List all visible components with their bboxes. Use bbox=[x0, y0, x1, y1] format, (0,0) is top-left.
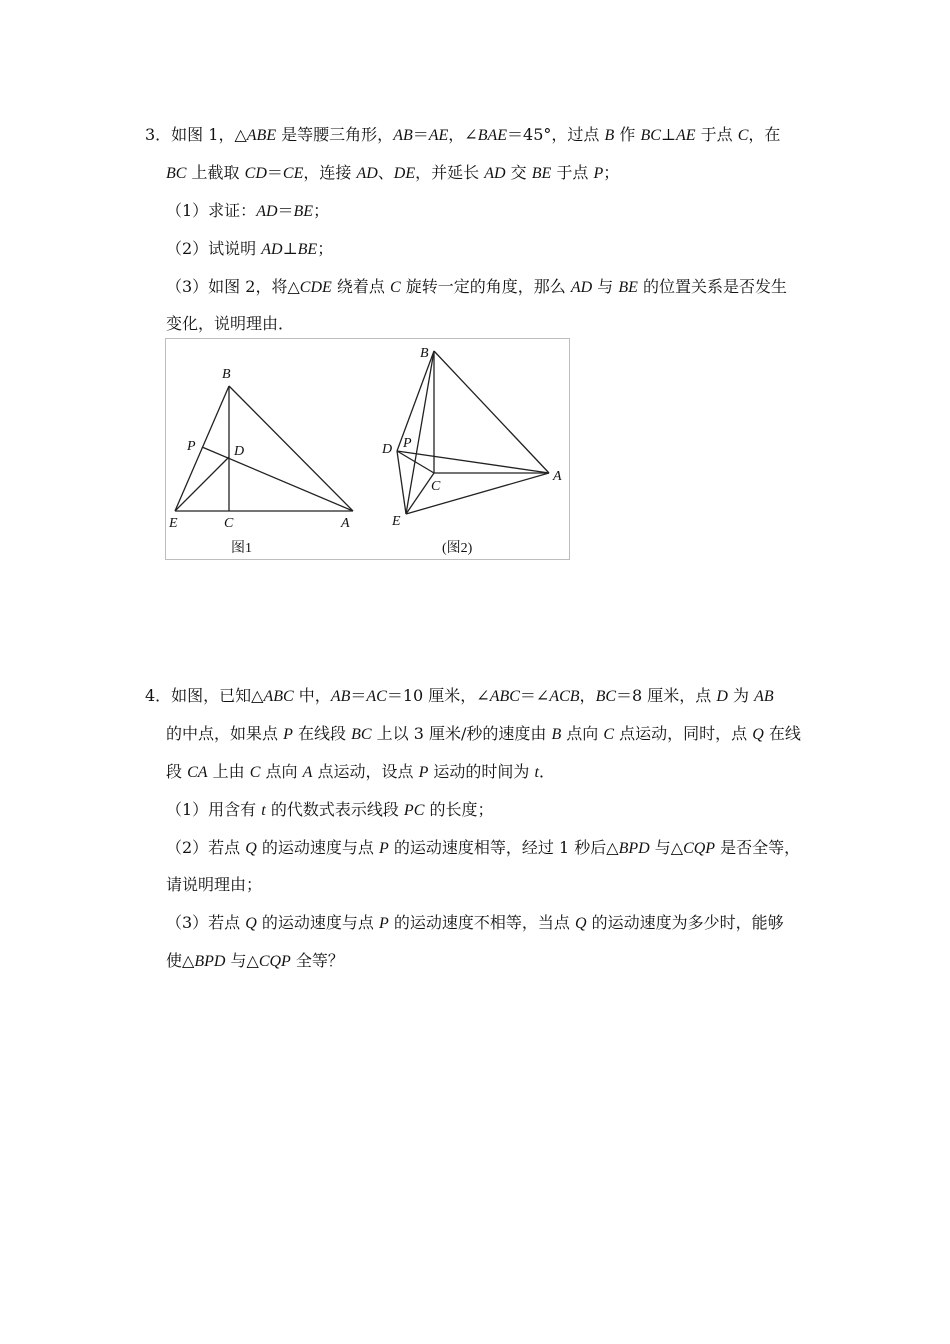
math-variable: AB bbox=[330, 688, 351, 705]
text-run: ，并延长 bbox=[415, 163, 485, 182]
q3-sub-2 bbox=[166, 239, 333, 260]
math-variable: BE bbox=[293, 203, 314, 220]
text-run: 点运动，设点 bbox=[312, 762, 419, 781]
q3-line-1 bbox=[145, 125, 780, 146]
fig1-label-D: D bbox=[234, 444, 245, 459]
text-run: 是等腰三角形， bbox=[276, 125, 394, 144]
text-run: （3）如图 2，将△ bbox=[166, 277, 300, 296]
text-run: 交 bbox=[505, 163, 532, 182]
text-run: ＝ bbox=[277, 201, 294, 220]
q4-line-1 bbox=[145, 686, 774, 707]
fig2-label-D: D bbox=[382, 442, 393, 457]
text-run: 全等？ bbox=[290, 951, 344, 970]
fig2-seg-EA bbox=[406, 473, 549, 514]
fig1-seg-PA bbox=[202, 447, 353, 511]
fig1-label-A: A bbox=[341, 516, 350, 531]
text-run: 是否全等， bbox=[715, 838, 801, 857]
fig1-seg-BA bbox=[229, 386, 353, 511]
text-run: （2）试说明 bbox=[166, 239, 262, 258]
text-run: 与 bbox=[592, 277, 619, 296]
fig2-label-P: P bbox=[403, 436, 412, 451]
math-variable: BAE bbox=[477, 127, 508, 144]
text-run: 的运动速度与点 bbox=[256, 838, 380, 857]
q4-sub-2-line-1 bbox=[166, 838, 800, 859]
q4-sub-3-line-1 bbox=[166, 913, 784, 934]
math-variable: A bbox=[302, 764, 313, 781]
text-run: ＝8 厘米，点 bbox=[616, 686, 717, 705]
math-variable: ABE bbox=[246, 127, 277, 144]
figure-1-lines bbox=[175, 386, 353, 511]
math-variable: Q bbox=[245, 915, 257, 932]
q4-line-3 bbox=[166, 762, 555, 783]
math-variable: ABC bbox=[489, 688, 520, 705]
math-variable: P bbox=[593, 165, 604, 182]
text-run: 的运动速度与点 bbox=[256, 913, 380, 932]
math-variable: AD bbox=[484, 165, 506, 182]
math-variable: C bbox=[737, 127, 749, 144]
math-variable: P bbox=[379, 915, 389, 932]
math-variable: DE bbox=[393, 165, 416, 182]
fig2-seg-DA bbox=[397, 451, 549, 473]
math-variable: BPD bbox=[194, 953, 226, 970]
text-run: 段 bbox=[166, 762, 188, 781]
fig2-label-A: A bbox=[553, 469, 562, 484]
q3-figure-svg bbox=[166, 339, 571, 561]
math-variable: C bbox=[603, 726, 615, 743]
math-variable: CQP bbox=[258, 953, 291, 970]
math-variable: ACB bbox=[549, 688, 580, 705]
math-variable: BE bbox=[618, 279, 638, 296]
math-variable: PC bbox=[403, 802, 425, 819]
math-variable: t bbox=[261, 802, 266, 819]
fig2-seg-DE bbox=[397, 451, 406, 514]
text-run: 的位置关系是否发生 bbox=[637, 277, 787, 296]
text-run: ＝∠ bbox=[519, 686, 550, 705]
math-variable: CA bbox=[187, 764, 208, 781]
math-variable: C bbox=[249, 764, 261, 781]
text-run: 的中点，如果点 bbox=[166, 724, 284, 743]
text-run: 请说明理由； bbox=[166, 875, 263, 894]
math-variable: D bbox=[716, 688, 728, 705]
text-run: 为 bbox=[727, 686, 755, 705]
text-run: ． bbox=[538, 762, 555, 781]
fig1-label-C: C bbox=[224, 516, 234, 531]
text-run: ⊥ bbox=[282, 239, 298, 258]
fig1-seg-ED bbox=[175, 457, 229, 511]
text-run: ； bbox=[603, 163, 620, 182]
text-run: 作 bbox=[614, 125, 641, 144]
math-variable: AD bbox=[256, 203, 278, 220]
math-variable: AD bbox=[570, 279, 593, 296]
text-run: 的代数式表示线段 bbox=[265, 800, 404, 819]
math-variable: P bbox=[283, 726, 293, 743]
text-run: 上截取 bbox=[186, 163, 245, 182]
math-variable: BC bbox=[595, 688, 617, 705]
fig1-caption: 图1 bbox=[231, 541, 252, 556]
fig2-seg-BA bbox=[434, 351, 549, 473]
math-variable: CDE bbox=[299, 279, 332, 296]
text-run: 运动的时间为 bbox=[428, 762, 535, 781]
text-run: ，连接 bbox=[303, 163, 357, 182]
math-variable: CD bbox=[244, 165, 267, 182]
q3-figure bbox=[165, 338, 570, 560]
text-run: ，∠ bbox=[448, 125, 478, 144]
text-run: （3）若点 bbox=[166, 913, 246, 932]
q3-sub-3-line-1 bbox=[166, 277, 787, 298]
math-variable: P bbox=[379, 840, 389, 857]
text-run: 的长度； bbox=[424, 800, 494, 819]
text-run: ； bbox=[313, 201, 330, 220]
text-run: 变化，说明理由． bbox=[166, 314, 295, 333]
math-variable: CE bbox=[282, 165, 304, 182]
text-run: ； bbox=[317, 239, 334, 258]
fig2-caption: (图2) bbox=[442, 541, 473, 556]
text-run: 与△ bbox=[225, 951, 259, 970]
fig2-label-B: B bbox=[420, 346, 429, 361]
figure-2-lines bbox=[397, 351, 549, 514]
text-run: 于点 bbox=[695, 125, 738, 144]
math-variable: AE bbox=[675, 127, 696, 144]
text-run: （1）用含有 bbox=[166, 800, 262, 819]
math-variable: BE bbox=[531, 165, 552, 182]
text-run: ，在 bbox=[748, 125, 781, 144]
fig2-label-C: C bbox=[431, 479, 441, 494]
math-variable: t bbox=[534, 764, 539, 781]
math-variable: AC bbox=[366, 688, 387, 705]
text-run: ＝ bbox=[412, 125, 429, 144]
math-variable: AD bbox=[356, 165, 378, 182]
text-run: ⊥ bbox=[660, 125, 676, 144]
q4-sub-1 bbox=[166, 800, 493, 821]
math-variable: B bbox=[551, 726, 562, 743]
fig1-seg-BE bbox=[175, 386, 229, 511]
text-run: 使△ bbox=[166, 951, 195, 970]
fig1-label-E: E bbox=[169, 516, 178, 531]
fig1-label-P: P bbox=[187, 439, 196, 454]
math-variable: C bbox=[389, 279, 401, 296]
text-run: 中， bbox=[293, 686, 331, 705]
fig1-label-B: B bbox=[222, 367, 231, 382]
text-run: ＝ bbox=[266, 163, 283, 182]
q3-sub-3-line-2 bbox=[166, 314, 294, 334]
math-variable: Q bbox=[752, 726, 764, 743]
text-run: ＝ bbox=[350, 686, 367, 705]
text-run: 与△ bbox=[649, 838, 684, 857]
text-run: 点向 bbox=[260, 762, 303, 781]
math-variable: AB bbox=[393, 127, 413, 144]
q4-sub-2-line-2 bbox=[166, 875, 262, 895]
math-variable: BC bbox=[351, 726, 372, 743]
text-run: 绕着点 bbox=[331, 277, 390, 296]
text-run: 在线 bbox=[763, 724, 801, 743]
math-variable: Q bbox=[575, 915, 587, 932]
math-variable: AE bbox=[428, 127, 449, 144]
text-run: （1）求证： bbox=[166, 201, 257, 220]
q3-sub-1 bbox=[166, 201, 329, 222]
text-run: 点运动，同时，点 bbox=[614, 724, 753, 743]
math-variable: BE bbox=[297, 241, 318, 258]
math-variable: BPD bbox=[618, 840, 650, 857]
text-run: 、 bbox=[377, 163, 394, 182]
text-run: 的运动速度相等，经过 1 秒后△ bbox=[388, 838, 619, 857]
text-run: 的运动速度为多少时，能够 bbox=[586, 913, 784, 932]
fig2-label-E: E bbox=[392, 514, 401, 529]
fig2-seg-BE bbox=[406, 351, 434, 514]
text-run: 4．如图，已知△ bbox=[145, 686, 264, 705]
math-variable: P bbox=[418, 764, 429, 781]
text-run: （2）若点 bbox=[166, 838, 246, 857]
math-variable: BC bbox=[166, 165, 187, 182]
text-run: ＝45°，过点 bbox=[507, 125, 605, 144]
math-variable: BC bbox=[640, 127, 661, 144]
math-variable: B bbox=[604, 127, 615, 144]
text-run: 于点 bbox=[551, 163, 594, 182]
text-run: 3．如图 1，△ bbox=[145, 125, 247, 144]
text-run: ＝10 厘米，∠ bbox=[386, 686, 490, 705]
text-run: 在线段 bbox=[292, 724, 352, 743]
text-run: 的运动速度不相等，当点 bbox=[388, 913, 575, 932]
text-run: ， bbox=[579, 686, 596, 705]
q3-line-2 bbox=[166, 163, 619, 184]
q4-line-2 bbox=[166, 724, 801, 745]
text-run: 点向 bbox=[561, 724, 604, 743]
text-run: 旋转一定的角度，那么 bbox=[400, 277, 571, 296]
math-variable: AB bbox=[754, 688, 774, 705]
math-variable: Q bbox=[245, 840, 257, 857]
math-variable: AD bbox=[261, 241, 283, 258]
text-run: 上由 bbox=[207, 762, 250, 781]
math-variable: CQP bbox=[683, 840, 716, 857]
text-run: 上以 3 厘米/秒的速度由 bbox=[371, 724, 552, 743]
math-variable: ABC bbox=[263, 688, 294, 705]
q4-sub-3-line-2 bbox=[166, 951, 344, 972]
